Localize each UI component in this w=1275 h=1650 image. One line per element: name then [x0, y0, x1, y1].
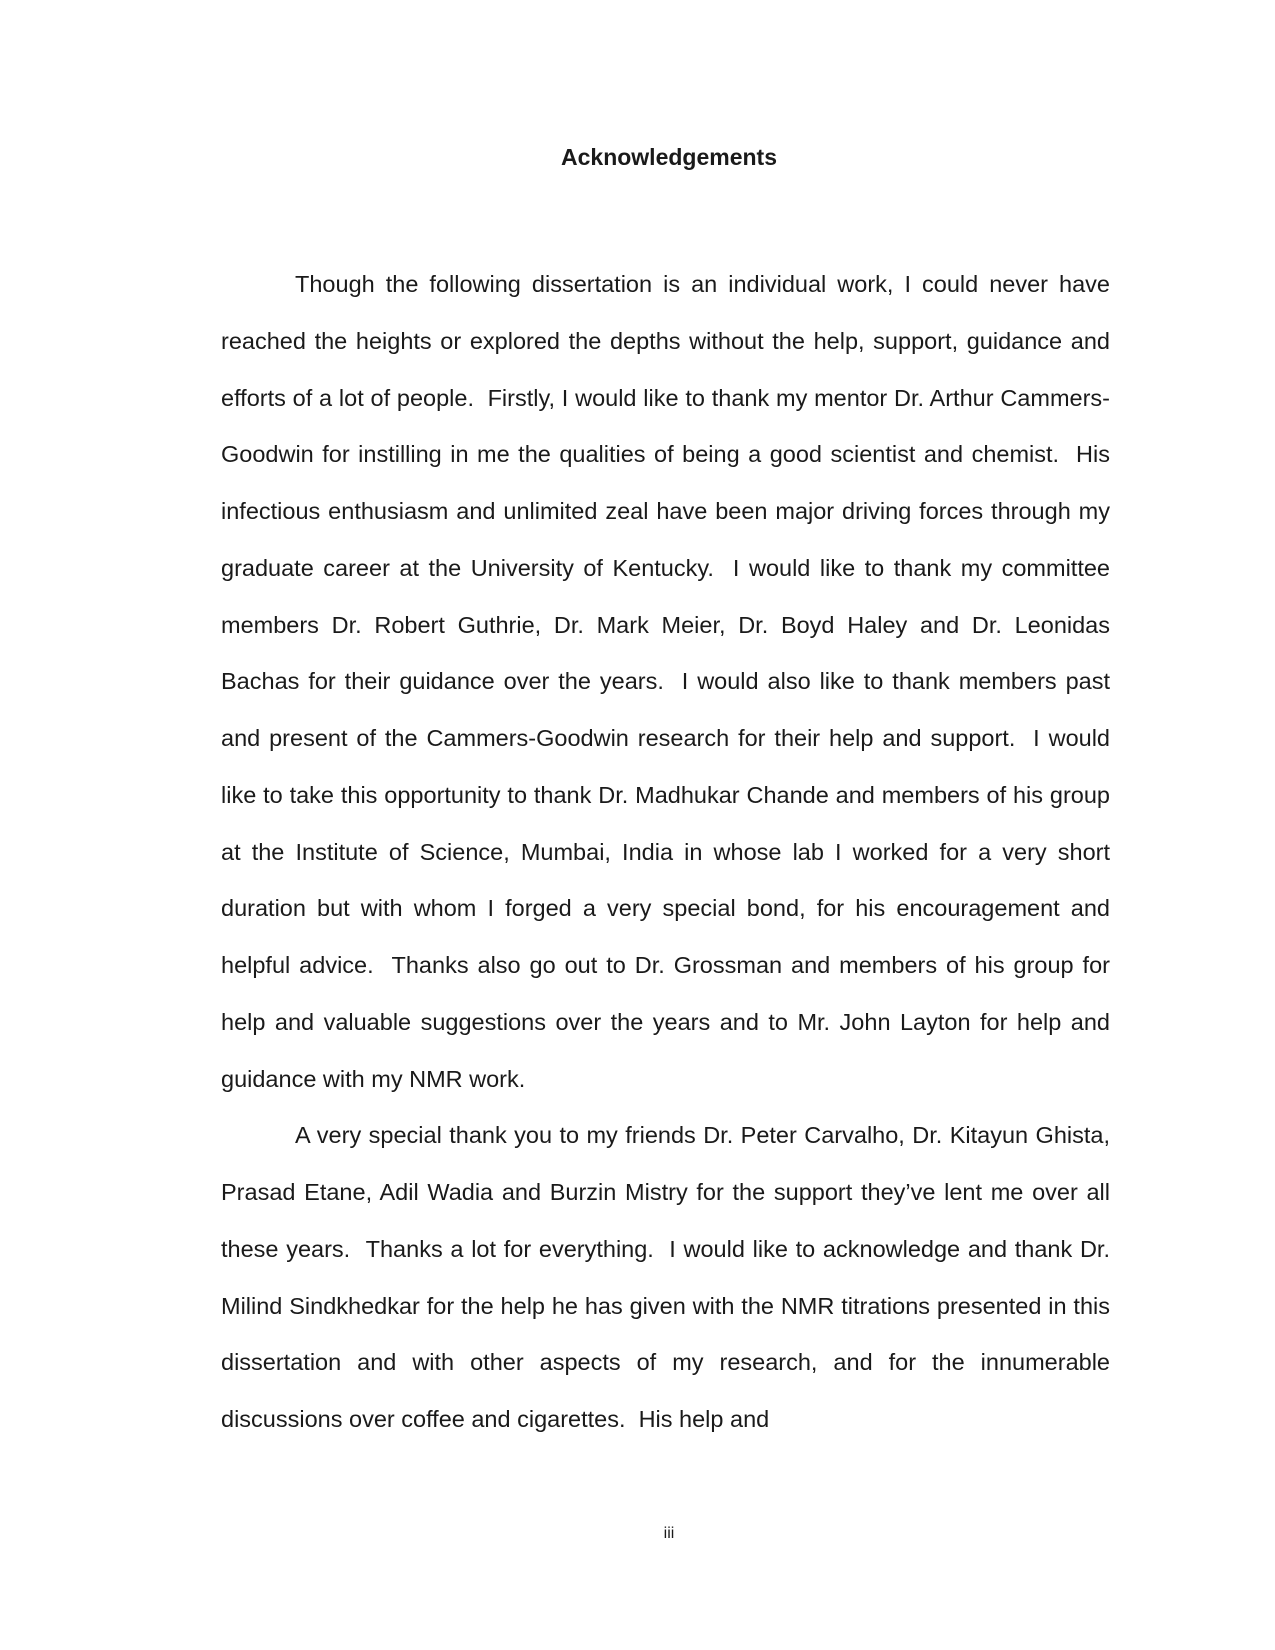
- page-number: iii: [663, 1525, 675, 1542]
- paragraph-1: Though the following dissertation is an individual work, I could never have reached the heights or explored the depths without the help, support, guidance and efforts of a lot of people. Firstly, I would like to thank my mentor Dr. Arthur Cammers-Goodwin for instilling in me the qualities of being a good scientist and chemist. His infectious enthusiasm and unlimited zeal have been major driving forces through my graduate career at the University of Kentucky. I would like to thank my committee members Dr. Robert Guthrie, Dr. Mark Meier, Dr. Boyd Haley and Dr. Leonidas Bachas for their guidance over the years. I would also like to thank members past and present of the Cammers-Goodwin research for their help and support. I would like to take this opportunity to thank Dr. Madhukar Chande and members of his group at the Institute of Science, Mumbai, India in whose lab I worked for a very short duration but with whom I forged a very special bond, for his encouragement and helpful advice. Thanks also go out to Dr. Grossman and members of his group for help and valuable suggestions over the years and to Mr. John Layton for help and guidance with my NMR work.: [221, 271, 1110, 1092]
- paragraph-2: A very special thank you to my friends Dr. Peter Carvalho, Dr. Kitayun Ghista, Prasad Etane, Adil Wadia and Burzin Mistry for the support they’ve lent me over all these years. Thanks a lot for everything. I would like to acknowledge and thank Dr. Milind Sindkhedkar for the help he has given with the NMR titrations presented in this dissertation and with other aspects of my research, and for the innumerable discussions over coffee and cigarettes. His help and: [221, 1122, 1110, 1432]
- body-text: [221, 256, 1110, 1448]
- page-title: Acknowledgements: [561, 144, 777, 170]
